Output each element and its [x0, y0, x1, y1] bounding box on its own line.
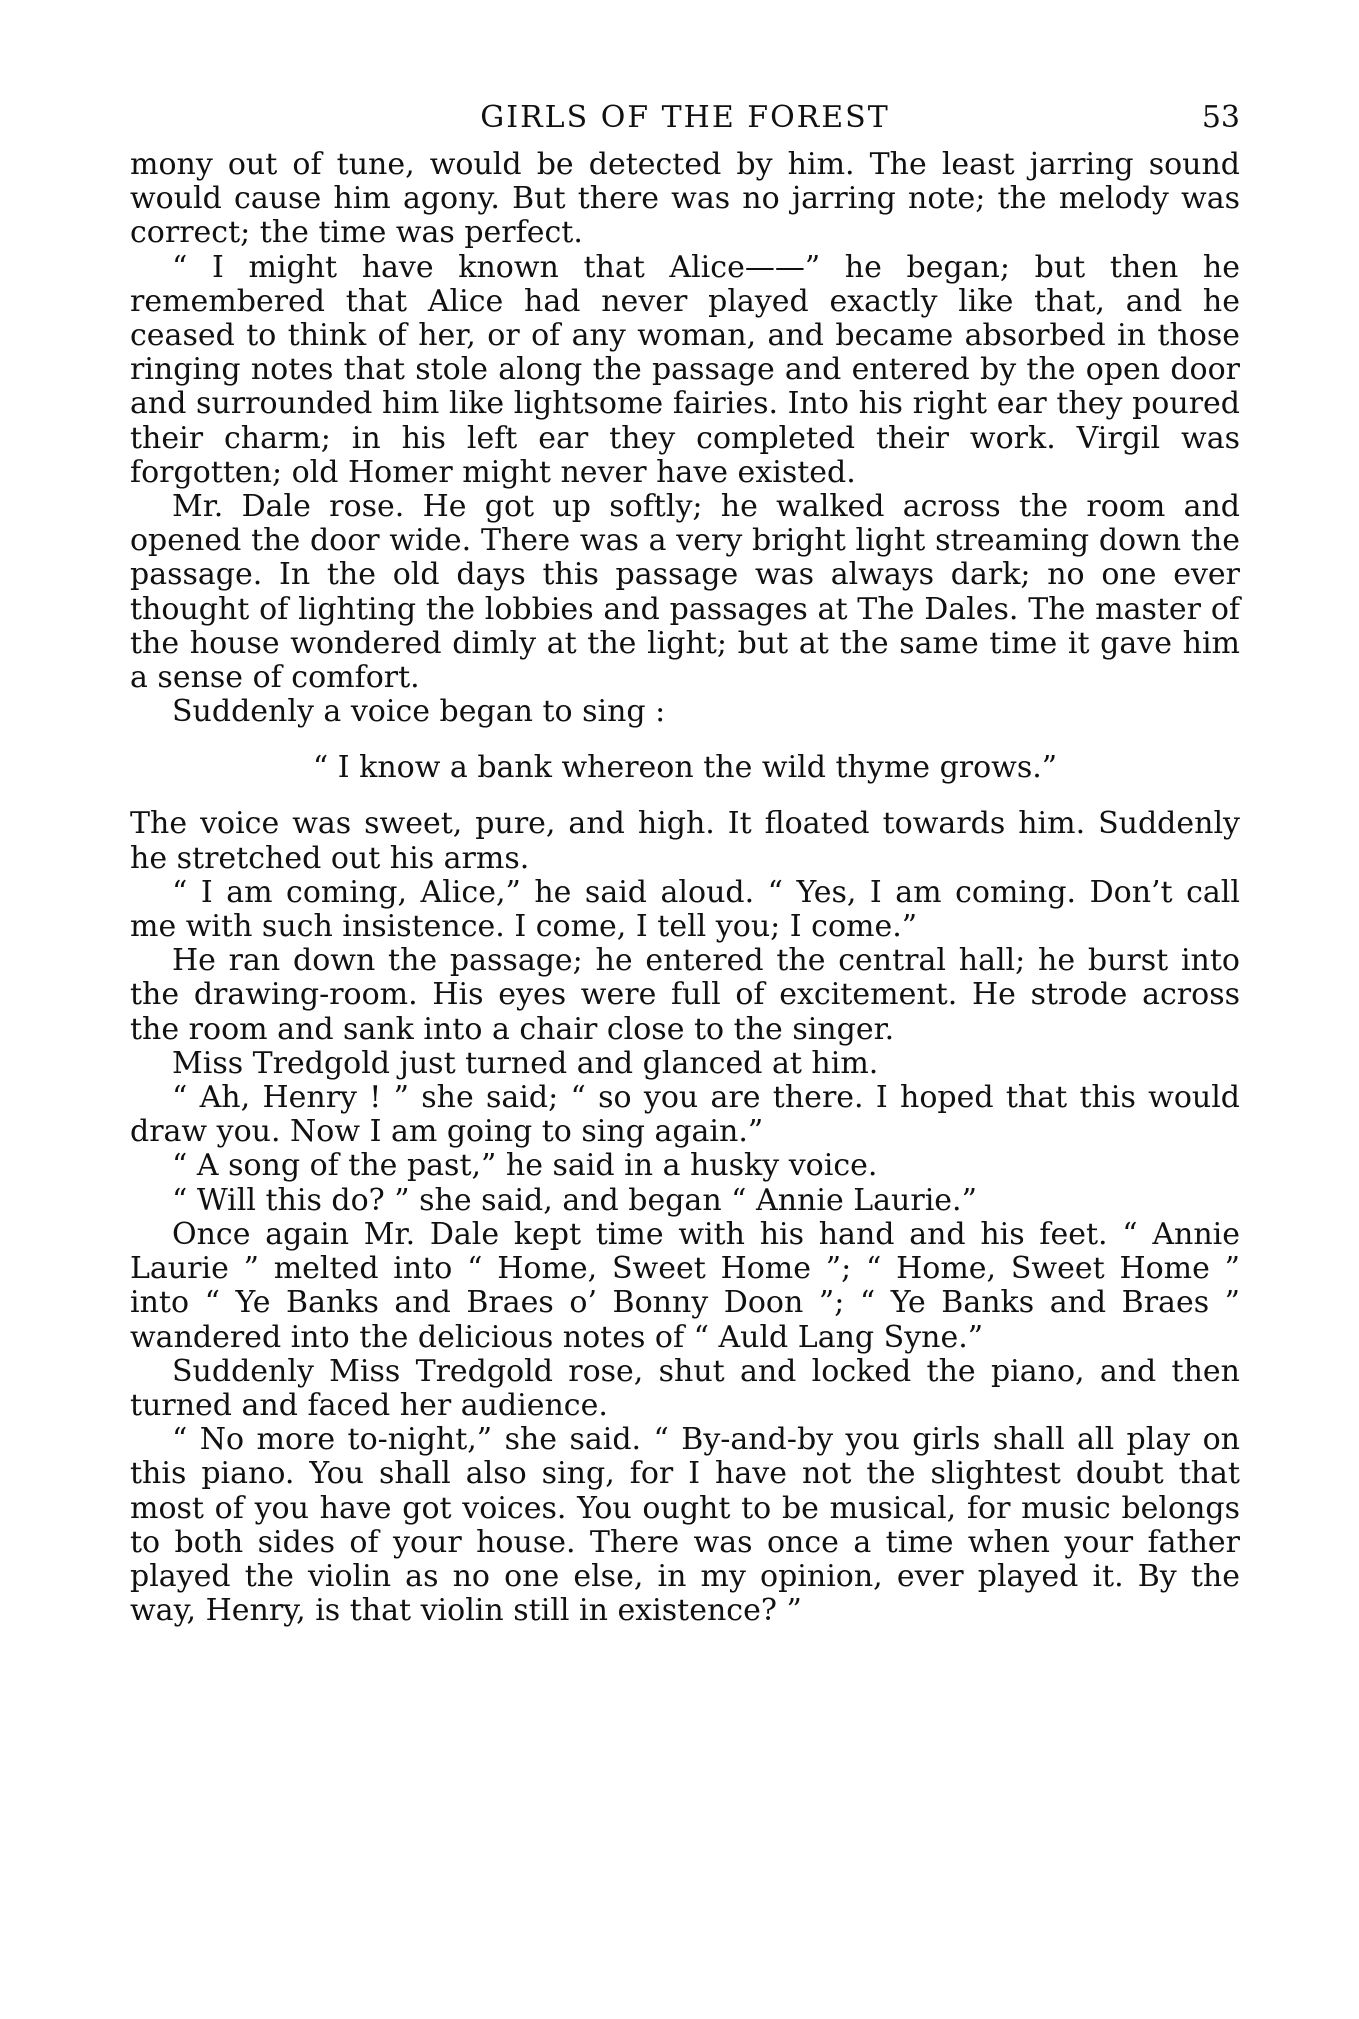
paragraph: He ran down the passage; he entered the central hall; he burst into the drawing-room. His eyes were full of excitement. He strode across the room and sank into a chair close to the singer.: [130, 943, 1240, 1047]
paragraph: “ Will this do? ” she said, and began “ Annie Laurie.”: [172, 1182, 977, 1218]
song-quote: “ I know a bank whereon the wild thyme grows.”: [312, 750, 1058, 786]
running-title: GIRLS OF THE FOREST: [480, 100, 890, 135]
paragraph: Suddenly Miss Tredgold rose, shut and locked the piano, and then turned and faced her audience.: [130, 1353, 1240, 1423]
page-number: 53: [1201, 100, 1240, 135]
paragraph: Mr. Dale rose. He got up softly; he walked across the room and opened the door wide. There was a very bright light streaming down the passage. In the old days this passage was always dark; no one ever thought of lighting the lobbies and passages at The Dales. The master of the house wondered dimly at the light; but at the same time it gave him a sense of comfort.: [130, 489, 1240, 696]
paragraph: The voice was sweet, pure, and high. It floated towards him. Suddenly he stretched out his arms.: [130, 806, 1240, 876]
paragraph: Miss Tredgold just turned and glanced at him.: [172, 1045, 879, 1081]
paragraph: Once again Mr. Dale kept time with his hand and his feet. “ Annie Laurie ” melted into “ Home, Sweet Home ”; “ Home, Sweet Home ” into “ Ye Banks and Braes o’ Bonny Doon ”; “ Ye Banks and Braes ” wandered into the delicious notes of “ Auld Lang Syne.”: [130, 1216, 1240, 1355]
paragraph: “ Ah, Henry ! ” she said; “ so you are there. I hoped that this would draw you. Now I am going to sing again.”: [130, 1080, 1240, 1150]
paragraph: “ A song of the past,” he said in a husky voice.: [172, 1148, 878, 1184]
paragraph: “ I am coming, Alice,” he said aloud. “ Yes, I am coming. Don’t call me with such insistence. I come, I tell you; I come.”: [130, 874, 1240, 945]
book-page: [130, 100, 1240, 1628]
running-head: [130, 100, 1240, 140]
paragraph: “ No more to-night,” she said. “ By-and-by you girls shall all play on this piano. You shall also sing, for I have not the slightest doubt that most of you have got voices. You ought to be musical, for music belongs to both sides of your house. There was once a time when your father played the violin as no one else, in my opinion, ever played it. By the way, Henry, is that violin still in existence? ”: [130, 1422, 1240, 1629]
body-text: [130, 148, 1240, 1628]
paragraph: Suddenly a voice began to sing :: [172, 694, 666, 730]
paragraph: mony out of tune, would be detected by him. The least jarring sound would cause him agony. But there was no jarring note; the melody was correct; the time was perfect.: [130, 147, 1240, 251]
paragraph: “ I might have known that Alice——” he began; but then he remembered that Alice had never played exactly like that, and he ceased to think of her, or of any woman, and became absorbed in those ringing notes that stole along the passage and entered by the open door and surrounded him like lightsome fairies. Into his right ear they poured their charm; in his left ear they completed their work. Virgil was forgotten; old Homer might never have existed.: [130, 249, 1240, 490]
